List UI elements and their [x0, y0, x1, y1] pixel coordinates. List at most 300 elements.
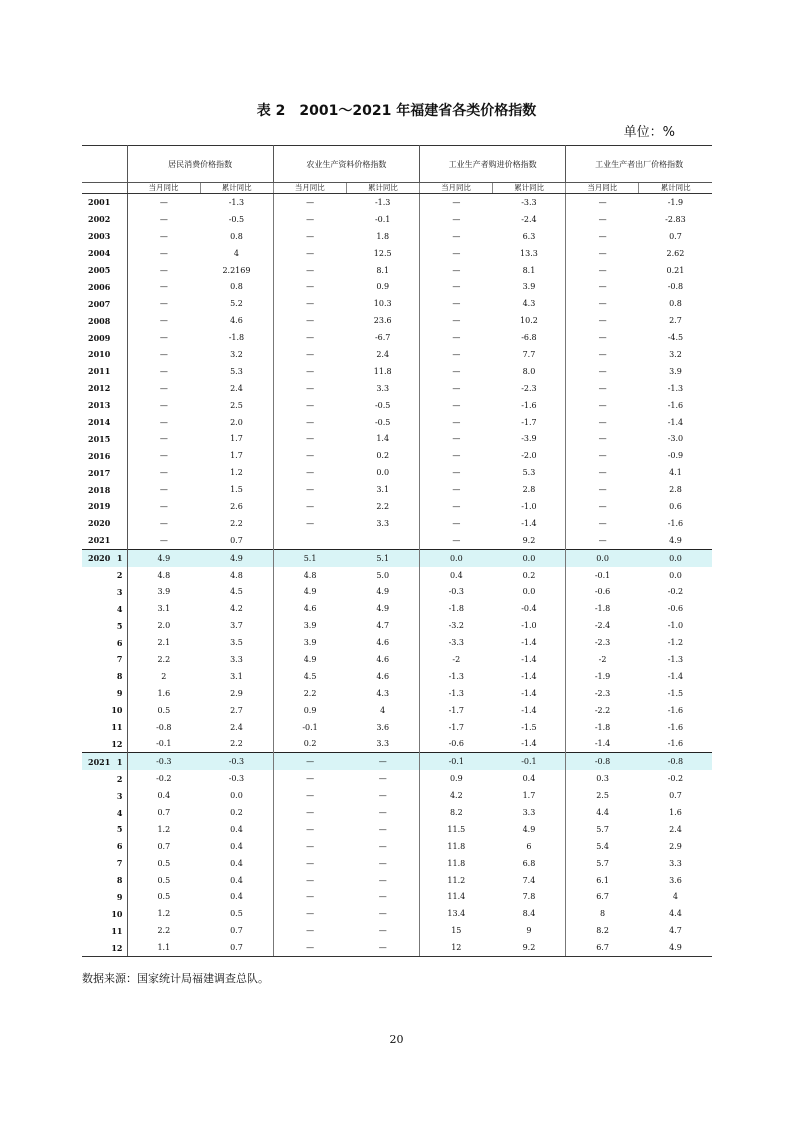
row-month: 5 — [116, 620, 123, 631]
table-cell: 0.8 — [230, 231, 243, 241]
table-cell: 4.6 — [376, 638, 390, 648]
table-row — [82, 380, 712, 397]
table-cell: -0.1 — [374, 214, 391, 224]
row-period — [82, 464, 127, 481]
table-cell: 1.8 — [376, 231, 390, 241]
table-cell: -1.8 — [566, 600, 639, 617]
row-period — [82, 211, 127, 228]
table-cell: 2.1 — [127, 634, 200, 651]
table-cell: 4.9 — [200, 549, 273, 566]
table-cell: -0.3 — [228, 774, 245, 784]
table-cell: 3.6 — [669, 875, 682, 885]
table-cell: 0.7 — [127, 804, 200, 821]
table-cell: 3.7 — [230, 621, 243, 631]
row-period — [82, 939, 127, 956]
row-period — [82, 702, 127, 719]
table-cell: 0.7 — [230, 926, 243, 936]
table-cell: -4.5 — [667, 333, 684, 343]
row-period — [82, 245, 127, 262]
row-period — [82, 481, 127, 498]
table-cell: 0.7 — [127, 838, 200, 855]
table-cell: — — [566, 295, 639, 312]
table-cell: 5.7 — [566, 855, 639, 872]
table-cell: 0.4 — [230, 858, 243, 868]
row-year: 2011 — [88, 366, 111, 377]
table-cell: 0.0 — [376, 468, 390, 478]
table-cell: 0.5 — [127, 889, 200, 906]
table-cell: 0.3 — [566, 770, 639, 787]
table-row — [82, 753, 712, 770]
table-cell: 4.8 — [230, 570, 243, 580]
table-cell: — — [273, 329, 346, 346]
table-cell: 0.2 — [273, 736, 346, 753]
table-cell: -0.6 — [566, 583, 639, 600]
table-cell: 1.7 — [230, 434, 243, 444]
table-cell: 4.5 — [273, 668, 346, 685]
table-cell: -1.3 — [228, 197, 245, 207]
table-cell: 3.9 — [273, 634, 346, 651]
table-cell: -2 — [566, 651, 639, 668]
row-year: 2021 — [88, 756, 111, 767]
row-period — [82, 787, 127, 804]
table-cell: -0.1 — [420, 753, 493, 770]
group-header-ppi: 工业生产者出厂价格指数 — [566, 146, 712, 183]
row-year: 2019 — [88, 501, 111, 512]
row-period — [82, 515, 127, 532]
table-cell: 4.7 — [376, 621, 390, 631]
table-title: 表 2 2001～2021 年福建省各类价格指数 — [256, 103, 537, 119]
row-year: 2004 — [88, 248, 111, 259]
table-cell: — — [566, 211, 639, 228]
table-cell: — — [273, 821, 346, 838]
table-cell: 4.9 — [273, 583, 346, 600]
table-cell: — — [566, 346, 639, 363]
table-cell: -1.2 — [667, 638, 684, 648]
row-period — [82, 532, 127, 549]
table-cell: -1.6 — [667, 400, 684, 410]
table-cell: -1.3 — [420, 685, 493, 702]
table-cell: 4.9 — [127, 549, 200, 566]
table-cell: -0.1 — [127, 736, 200, 753]
table-row — [82, 194, 712, 211]
table-cell: — — [420, 295, 493, 312]
table-cell: 0.2 — [376, 451, 390, 461]
table-cell: -1.5 — [667, 688, 684, 698]
table-cell: — — [127, 278, 200, 295]
table-cell: — — [127, 515, 200, 532]
row-month: 6 — [116, 637, 123, 648]
table-row — [82, 447, 712, 464]
table-row — [82, 905, 712, 922]
table-cell: — — [378, 926, 387, 936]
table-row — [82, 719, 712, 736]
table-row — [82, 414, 712, 431]
table-cell: 2.7 — [230, 705, 243, 715]
row-year: 2012 — [88, 383, 111, 394]
table-cell: 2.5 — [230, 400, 243, 410]
table-cell: 1.6 — [669, 808, 682, 817]
table-cell: — — [378, 875, 387, 885]
table-cell: 4.4 — [669, 909, 682, 919]
table-cell: 23.6 — [373, 316, 392, 326]
table-cell: — — [273, 787, 346, 804]
table-cell: -1.8 — [420, 600, 493, 617]
row-year: 2006 — [88, 281, 111, 292]
row-period — [82, 414, 127, 431]
table-cell: 2.9 — [669, 841, 682, 851]
row-period — [82, 549, 127, 566]
table-row — [82, 770, 712, 787]
table-cell: 13.4 — [420, 905, 493, 922]
table-cell: — — [273, 889, 346, 906]
table-cell: 3.1 — [376, 485, 390, 495]
table-cell: -1.6 — [667, 518, 684, 528]
sub-header-monthly: 当月同比 — [127, 183, 200, 194]
table-cell: — — [420, 532, 493, 549]
row-period — [82, 922, 127, 939]
row-year: 2014 — [88, 417, 111, 428]
table-cell: 4.5 — [230, 587, 243, 597]
table-cell: 2.8 — [522, 485, 536, 495]
table-cell: 2.4 — [376, 349, 390, 359]
table-cell: 0.5 — [127, 872, 200, 889]
table-row — [82, 702, 712, 719]
table-cell: 3.2 — [669, 349, 682, 359]
row-month: 6 — [116, 841, 123, 852]
table-cell: — — [378, 858, 387, 868]
table-cell: 0.4 — [420, 567, 493, 584]
row-period — [82, 872, 127, 889]
table-cell: 0.6 — [669, 501, 682, 511]
table-cell: 3.1 — [127, 600, 200, 617]
table-cell: -0.2 — [667, 587, 684, 597]
table-cell: 1.2 — [127, 821, 200, 838]
table-cell: — — [566, 194, 639, 211]
table-cell: — — [273, 380, 346, 397]
table-cell: -3.0 — [667, 434, 684, 444]
row-period — [82, 278, 127, 295]
table-cell: 6.3 — [522, 231, 536, 241]
table-cell: -2.4 — [566, 617, 639, 634]
table-cell: 2.2 — [376, 501, 390, 511]
table-cell: 13.3 — [520, 248, 538, 258]
row-period — [82, 346, 127, 363]
row-period — [82, 430, 127, 447]
table-cell: 2.9 — [230, 688, 243, 698]
table-cell: 12 — [420, 939, 493, 956]
table-cell: -1.0 — [667, 621, 684, 631]
table-cell: 2.4 — [230, 722, 243, 732]
sub-header-cumulative: 累计同比 — [346, 183, 419, 194]
table-cell: 5.3 — [230, 366, 243, 376]
table-cell: — — [273, 855, 346, 872]
table-cell: — — [566, 414, 639, 431]
table-cell: — — [127, 397, 200, 414]
table-cell: 3.9 — [127, 583, 200, 600]
row-period — [82, 567, 127, 584]
row-period — [82, 380, 127, 397]
table-cell: -6.8 — [521, 333, 537, 343]
row-year: 2009 — [88, 332, 111, 343]
row-period — [82, 498, 127, 515]
table-cell: 4.8 — [127, 567, 200, 584]
table-cell: — — [420, 414, 493, 431]
table-cell: -0.5 — [374, 400, 391, 410]
row-month: 11 — [111, 722, 123, 733]
table-cell: 0.2 — [522, 570, 536, 580]
table-cell: -0.8 — [127, 719, 200, 736]
table-cell: 6.7 — [566, 939, 639, 956]
table-row — [82, 668, 712, 685]
table-cell: — — [127, 464, 200, 481]
table-cell: 2.62 — [666, 248, 685, 258]
row-month: 4 — [116, 807, 123, 818]
group-header-agri: 农业生产资料价格指数 — [273, 146, 419, 183]
table-cell: -1.4 — [566, 736, 639, 753]
table-cell: — — [378, 824, 387, 834]
table-cell: 0.9 — [376, 282, 390, 292]
table-cell: — — [566, 481, 639, 498]
table-cell: 5.4 — [566, 838, 639, 855]
row-month: 9 — [116, 688, 123, 699]
table-row — [82, 821, 712, 838]
table-cell: -3.3 — [420, 634, 493, 651]
table-cell: 1.6 — [127, 685, 200, 702]
table-cell: 4 — [233, 248, 239, 258]
table-cell: — — [420, 447, 493, 464]
table-cell: — — [420, 515, 493, 532]
table-cell: — — [420, 380, 493, 397]
table-cell: -1.6 — [521, 400, 537, 410]
table-cell: — — [273, 770, 346, 787]
table-cell: 1.5 — [230, 485, 243, 495]
table-cell: 11.8 — [420, 855, 493, 872]
row-period — [82, 753, 127, 770]
table-row — [82, 583, 712, 600]
table-cell: — — [273, 498, 346, 515]
table-cell: 5.1 — [273, 549, 346, 566]
table-cell: -0.9 — [667, 451, 684, 461]
table-cell: — — [127, 329, 200, 346]
table-row — [82, 346, 712, 363]
table-row — [82, 363, 712, 380]
row-year: 2020 — [88, 518, 111, 529]
table-cell — [273, 532, 346, 549]
table-cell: — — [127, 346, 200, 363]
row-period — [82, 889, 127, 906]
row-period — [82, 397, 127, 414]
row-year: 2002 — [88, 214, 111, 225]
table-cell: — — [127, 532, 200, 549]
row-year: 2020 — [88, 553, 111, 564]
table-cell: 11.4 — [420, 889, 493, 906]
table-cell: 8.1 — [376, 265, 390, 275]
table-cell: 0.4 — [230, 841, 243, 851]
row-year: 2007 — [88, 298, 111, 309]
table-cell: -1.4 — [667, 417, 684, 427]
row-period — [82, 770, 127, 787]
table-cell: — — [127, 312, 200, 329]
table-cell: 1.2 — [127, 905, 200, 922]
table-cell: 4.4 — [566, 804, 639, 821]
table-cell: — — [346, 939, 419, 956]
table-cell: 4.9 — [376, 604, 390, 614]
row-period — [82, 228, 127, 245]
table-cell: — — [127, 245, 200, 262]
table-cell: 4.9 — [376, 587, 390, 597]
table-cell: — — [420, 498, 493, 515]
table-cell: -1.8 — [228, 333, 245, 343]
table-cell: 3.5 — [230, 638, 243, 648]
row-year: 2005 — [88, 265, 111, 275]
table-cell: 4.9 — [522, 824, 536, 834]
row-month: 7 — [116, 858, 123, 869]
table-cell: -2.4 — [521, 214, 537, 224]
row-period — [82, 804, 127, 821]
table-row — [82, 329, 712, 346]
table-cell: 0.7 — [669, 791, 682, 801]
table-cell: -1.9 — [667, 197, 684, 207]
table-row — [82, 872, 712, 889]
table-cell: — — [127, 380, 200, 397]
table-row — [82, 228, 712, 245]
row-period — [82, 719, 127, 736]
table-cell: -0.3 — [420, 583, 493, 600]
table-cell: 0.0 — [522, 587, 536, 597]
table-cell: 11.5 — [420, 821, 493, 838]
row-month: 8 — [116, 875, 123, 886]
table-cell: 0.0 — [669, 570, 682, 580]
table-cell: — — [420, 363, 493, 380]
table-cell: — — [273, 346, 346, 363]
table-cell: 0.9 — [420, 770, 493, 787]
table-cell: — — [273, 464, 346, 481]
table-cell: — — [127, 363, 200, 380]
row-month: 7 — [116, 654, 123, 665]
table-cell: 4 — [380, 705, 386, 715]
table-cell: — — [273, 939, 346, 956]
table-cell: — — [566, 447, 639, 464]
table-cell: 0.4 — [127, 787, 200, 804]
price-index-table — [82, 145, 712, 957]
table-cell: — — [566, 380, 639, 397]
row-period — [82, 821, 127, 838]
row-year: 2003 — [88, 231, 111, 242]
table-cell: — — [566, 397, 639, 414]
table-cell: -1.4 — [667, 671, 684, 681]
table-cell: — — [273, 295, 346, 312]
table-cell: 2.2 — [230, 518, 243, 528]
row-period — [82, 295, 127, 312]
sub-header-monthly: 当月同比 — [566, 183, 639, 194]
table-cell: — — [273, 245, 346, 262]
row-period — [82, 262, 127, 279]
table-cell: — — [273, 922, 346, 939]
table-cell: — — [378, 791, 387, 801]
table-cell: -0.5 — [374, 417, 391, 427]
table-cell: 2.2169 — [222, 265, 251, 275]
table-row — [82, 939, 712, 956]
table-cell: 0.2 — [230, 808, 243, 817]
table-cell: -1.6 — [667, 739, 684, 749]
page-number: 20 — [389, 1033, 404, 1046]
table-cell: 4.3 — [522, 299, 536, 309]
table-cell: 8.1 — [522, 265, 536, 275]
table-cell: — — [378, 808, 387, 817]
table-cell: -2.3 — [566, 685, 639, 702]
row-month: 8 — [116, 671, 123, 682]
row-month: 4 — [116, 603, 123, 614]
table-cell: -1.4 — [521, 671, 537, 681]
table-row — [82, 549, 712, 566]
table-cell: — — [346, 753, 419, 770]
row-month: 11 — [111, 925, 123, 936]
table-cell: — — [127, 295, 200, 312]
table-cell: 1.1 — [127, 939, 200, 956]
table-cell: 8 — [566, 905, 639, 922]
table-cell: 9.2 — [522, 535, 536, 545]
data-source-note: 数据来源：国家统计局福建调查总队。 — [82, 972, 269, 985]
table-cell: 4.2 — [420, 787, 493, 804]
sub-header-monthly: 当月同比 — [273, 183, 346, 194]
table-cell: 2 — [127, 668, 200, 685]
table-cell: 3.3 — [669, 858, 682, 868]
table-cell: -3.2 — [420, 617, 493, 634]
table-cell: 8.2 — [566, 922, 639, 939]
table-cell: -2 — [420, 651, 493, 668]
table-cell: 0.5 — [127, 702, 200, 719]
table-cell: 0.5 — [230, 909, 243, 919]
table-cell: — — [273, 262, 346, 279]
table-cell: — — [127, 430, 200, 447]
table-cell: -1.0 — [521, 501, 537, 511]
row-period — [82, 363, 127, 380]
table-cell: 2.4 — [669, 824, 682, 834]
table-cell: — — [566, 430, 639, 447]
group-header-purchase: 工业生产者购进价格指数 — [420, 146, 566, 183]
table-cell: 3.9 — [273, 617, 346, 634]
row-period — [82, 855, 127, 872]
row-month: 1 — [116, 756, 123, 767]
table-row — [82, 634, 712, 651]
table-cell: — — [566, 262, 639, 279]
table-cell: 2.8 — [669, 485, 682, 495]
table-cell: — — [273, 447, 346, 464]
table-cell: -1.4 — [521, 688, 537, 698]
table-cell: — — [420, 329, 493, 346]
table-cell: -1.7 — [420, 719, 493, 736]
sub-header-cumulative: 累计同比 — [200, 183, 273, 194]
table-cell: 2.5 — [566, 787, 639, 804]
row-year: 2017 — [88, 467, 111, 478]
table-cell: — — [273, 753, 346, 770]
table-cell: 3.3 — [230, 654, 243, 664]
row-year: 2001 — [88, 197, 111, 208]
table-cell: — — [127, 262, 200, 279]
row-period — [82, 634, 127, 651]
table-cell: 2.2 — [230, 739, 243, 749]
table-row — [82, 481, 712, 498]
row-period — [82, 600, 127, 617]
table-row — [82, 312, 712, 329]
table-cell: — — [566, 532, 639, 549]
table-cell: 0.4 — [230, 875, 243, 885]
table-cell: 2.4 — [230, 383, 243, 393]
table-cell: 6 — [526, 841, 532, 851]
table-row — [82, 532, 712, 549]
table-cell: — — [273, 194, 346, 211]
table-cell: -0.1 — [273, 719, 346, 736]
